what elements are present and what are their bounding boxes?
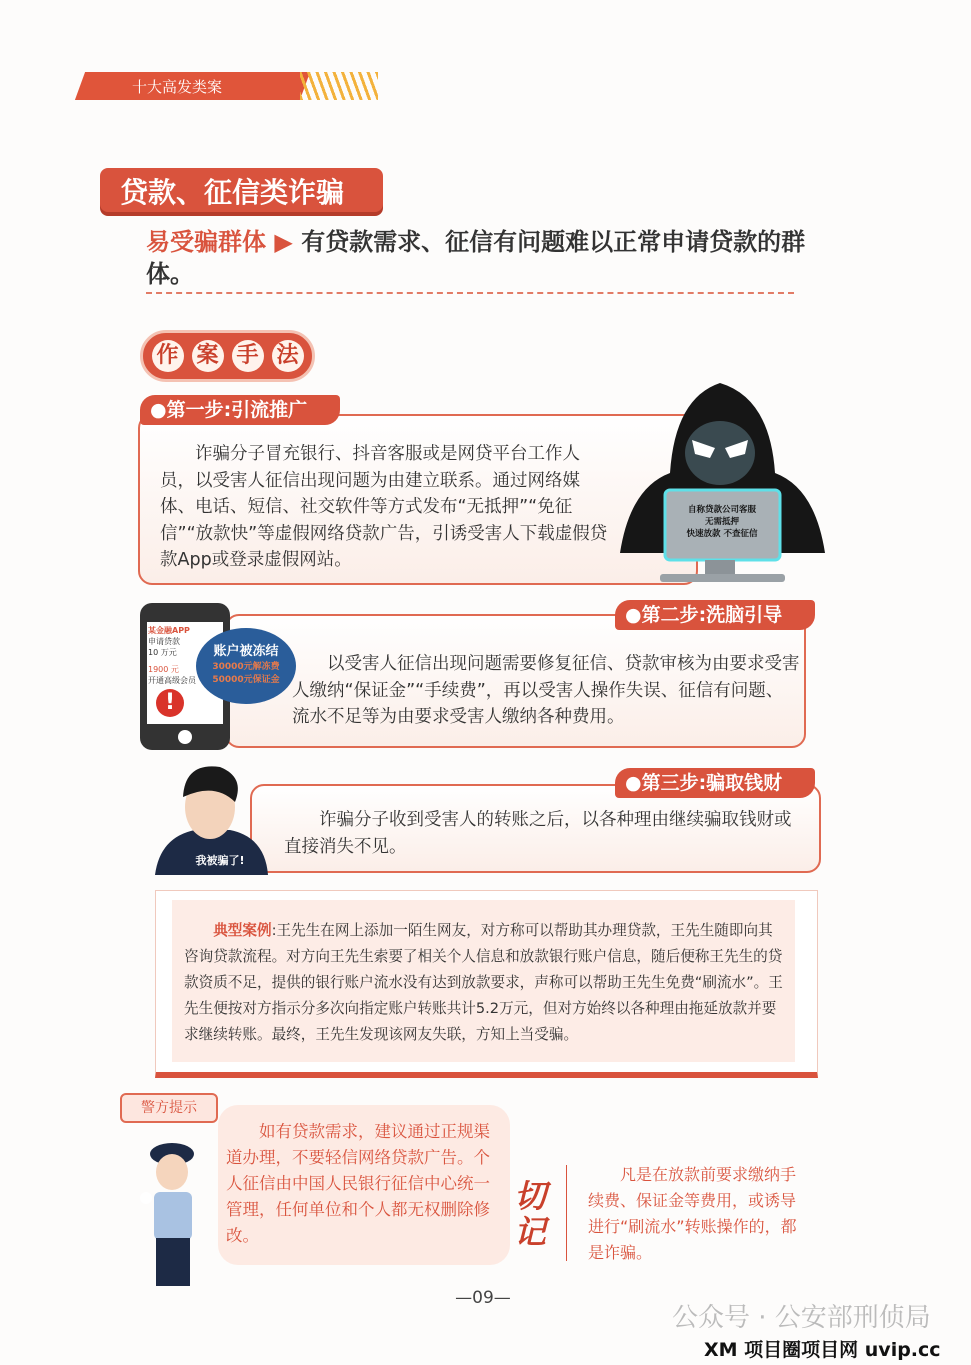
shirt-text: 我被骗了! bbox=[195, 854, 245, 867]
triangle-icon: ▶ bbox=[274, 228, 293, 256]
method-char: 法 bbox=[272, 340, 304, 372]
method-char: 作 bbox=[152, 340, 184, 372]
step1-text: 诈骗分子冒充银行、抖音客服或是网贷平台工作人员，以受害人征信出现问题为由建立联系。通过网络媒体、电话、短信、社交软件等方式发布“无抵押”“免征信”“放款快”等虚假网络贷款广告，引诱受害人下载虚假贷款App或登录虚假网站。 bbox=[160, 444, 608, 570]
phone-line: 1900 元 bbox=[148, 665, 179, 674]
police-tip-label: 警方提示 bbox=[120, 1093, 218, 1123]
method-title bbox=[140, 330, 315, 382]
hacker-illustration bbox=[620, 378, 825, 585]
police-tip-text: 如有贷款需求，建议通过正规渠道办理，不要轻信网络贷款广告。个人征信由中国人民银行征信中心统一管理，任何单位和个人都无权删除修改。 bbox=[218, 1105, 510, 1265]
screen-line: 无需抵押 bbox=[704, 517, 740, 527]
target-group-label: 易受骗群体 bbox=[146, 228, 266, 256]
section-label: 十大高发类案 bbox=[132, 78, 223, 96]
method-char: 案 bbox=[192, 340, 224, 372]
alert-icon: ! bbox=[156, 689, 184, 717]
victim-illustration bbox=[155, 762, 268, 875]
page-title: 贷款、征信类诈骗 bbox=[100, 168, 383, 212]
remember-text: 凡是在放款前要求缴纳手续费、保证金等费用，或诱导进行“刷流水”转账操作的，都是诈骗。 bbox=[588, 1165, 797, 1262]
home-button-icon bbox=[178, 730, 192, 744]
page-number: —09— bbox=[455, 1288, 511, 1308]
phone-line: 10 万元 bbox=[148, 648, 177, 657]
bubble-line: 30000元解冻费 bbox=[212, 662, 280, 672]
phone-line: 申请贷款 bbox=[148, 637, 180, 646]
bubble-line: 50000元保证金 bbox=[212, 675, 280, 685]
method-char: 手 bbox=[232, 340, 264, 372]
phone-screen-text bbox=[148, 625, 195, 717]
watermark-account: 公众号 · 公安部刑侦局 bbox=[672, 1303, 931, 1333]
step2-label: ●第二步:洗脑引导 bbox=[615, 600, 815, 630]
step3-text: 诈骗分子收到受害人的转账之后，以各种理由继续骗取钱财或直接消失不见。 bbox=[284, 810, 792, 857]
case-label: 典型案例 bbox=[213, 922, 272, 939]
watermark-site: XM 项目圈项目网 uvip.cc bbox=[704, 1339, 941, 1361]
target-group bbox=[146, 226, 806, 290]
target-group-text: 有贷款需求、征信有问题难以正常申请贷款的群体。 bbox=[146, 228, 806, 288]
screen-line: 快速放款 不查征信 bbox=[686, 529, 758, 539]
phone-line: 某金融APP bbox=[148, 626, 190, 635]
case-text bbox=[172, 900, 795, 1062]
police-illustration bbox=[138, 1140, 202, 1292]
screen-line: 自称贷款公司客服 bbox=[687, 505, 757, 515]
phone-line: 开通高级会员 bbox=[148, 676, 196, 685]
divider-line bbox=[566, 1165, 567, 1261]
warning-bubble bbox=[196, 628, 296, 704]
header-stripes bbox=[300, 72, 378, 100]
case-body: :王先生在网上添加一陌生网友，对方称可以帮助其办理贷款，王先生随即向其咨询贷款流程。对方向王先生索要了相关个人信息和放款银行账户信息，随后便称王先生的贷款资质不足，提供的银行账户流水没有达到放款要求，声称可以帮助王先生免费“刷流水”。王先生便按对方指示分多次向指定账户转账共计5.2万元，但对方始终以各种理由拖延放款并要求继续转账。最终，王先生发现该网友失联，方知上当受骗。 bbox=[184, 922, 783, 1043]
step1-label: ●第一步:引流推广 bbox=[140, 395, 340, 425]
bubble-line: 账户被冻结 bbox=[213, 644, 279, 659]
step3-label: ●第三步:骗取钱财 bbox=[615, 768, 815, 798]
step2-text: 以受害人征信出现问题需要修复征信、贷款审核为由要求受害人缴纳“保证金”“手续费”，再以受害人操作失误、征信有问题、流水不足等为由要求受害人缴纳各种费用。 bbox=[292, 654, 800, 727]
divider bbox=[146, 292, 794, 294]
remember-label: 切记 bbox=[514, 1177, 547, 1251]
